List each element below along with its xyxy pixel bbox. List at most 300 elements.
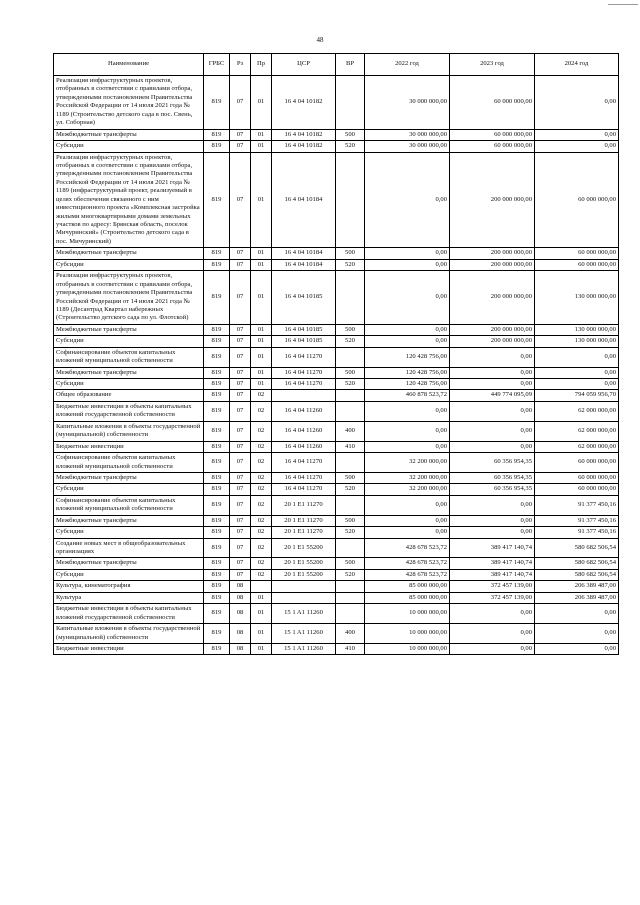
cell-vr: 410 [336, 441, 365, 452]
cell-name: Реализация инфраструктурных проектов, отобранных в соответствии с правилами отбора, утвержденными постановлением Правительства Российской Федерации от 14 июля 2021 года № 1189 (инфраструктурный проект, реализуемый в целях обеспечения связанного с ним инвестиционного проекта «Комплексная застройка жилыми многоквартирными домами земельных участков по адресу: Брянская область, поселок Мичуринский» (Строительство детского сада в пос. Мичуринский) [54, 152, 204, 248]
cell-2022: 10 000 000,00 [365, 643, 450, 654]
cell-name: Субсидии [54, 141, 204, 152]
header-pr: Пр [251, 54, 272, 76]
cell-rz: 07 [230, 401, 251, 421]
cell-2022: 30 000 000,00 [365, 76, 450, 130]
cell-grbs: 819 [204, 495, 230, 515]
cell-2023: 60 356 954,35 [450, 484, 535, 495]
cell-2023: 389 417 140,74 [450, 569, 535, 580]
cell-2022: 32 200 000,00 [365, 472, 450, 483]
cell-name: Реализация инфраструктурных проектов, отобранных в соответствии с правилами отбора, утвержденными постановлением Правительства Российской Федерации от 14 июля 2021 года № 1189 (Десантрад Квартал набережных (Строительство детского сада по ул. Флотской) [54, 271, 204, 325]
cell-name: Бюджетные инвестиции [54, 441, 204, 452]
cell-2024: 0,00 [535, 643, 619, 654]
cell-csr: 15 1 A1 11260 [272, 604, 336, 624]
cell-csr: 16 4 04 10184 [272, 152, 336, 248]
cell-2022: 428 678 523,72 [365, 538, 450, 558]
cell-csr: 16 4 04 10184 [272, 259, 336, 270]
cell-2023: 0,00 [450, 604, 535, 624]
cell-vr [336, 390, 365, 401]
cell-2022: 0,00 [365, 527, 450, 538]
page-number: 48 [316, 36, 324, 44]
cell-pr: 01 [251, 152, 272, 248]
cell-csr [272, 390, 336, 401]
cell-2023: 0,00 [450, 624, 535, 644]
cell-csr: 16 4 04 11260 [272, 441, 336, 452]
table-row [54, 643, 619, 654]
cell-grbs: 819 [204, 379, 230, 390]
cell-csr: 16 4 04 11270 [272, 367, 336, 378]
cell-2023: 0,00 [450, 495, 535, 515]
cell-2023: 0,00 [450, 401, 535, 421]
cell-2022: 0,00 [365, 401, 450, 421]
cell-csr: 16 4 04 10185 [272, 336, 336, 347]
cell-rz: 07 [230, 336, 251, 347]
cell-rz: 07 [230, 558, 251, 569]
table-row [54, 515, 619, 526]
cell-grbs: 819 [204, 558, 230, 569]
cell-vr: 500 [336, 324, 365, 335]
cell-pr: 02 [251, 495, 272, 515]
cell-grbs: 819 [204, 569, 230, 580]
table-row [54, 624, 619, 644]
cell-rz: 07 [230, 569, 251, 580]
cell-csr: 20 1 E1 11270 [272, 527, 336, 538]
cell-csr: 16 4 04 11270 [272, 484, 336, 495]
cell-pr: 02 [251, 472, 272, 483]
cell-vr [336, 538, 365, 558]
cell-2023: 60 000 000,00 [450, 141, 535, 152]
cell-pr: 01 [251, 271, 272, 325]
header-2023: 2023 год [450, 54, 535, 76]
cell-2024: 206 389 487,00 [535, 581, 619, 592]
cell-pr: 01 [251, 259, 272, 270]
cell-csr: 16 4 04 10185 [272, 271, 336, 325]
cell-2024: 0,00 [535, 604, 619, 624]
cell-2023: 60 000 000,00 [450, 129, 535, 140]
cell-grbs: 819 [204, 152, 230, 248]
table-row [54, 336, 619, 347]
cell-pr: 02 [251, 421, 272, 441]
cell-2024: 60 000 000,00 [535, 472, 619, 483]
cell-rz: 08 [230, 643, 251, 654]
cell-vr: 520 [336, 379, 365, 390]
cell-2022: 0,00 [365, 495, 450, 515]
cell-2023: 60 356 954,35 [450, 472, 535, 483]
cell-name: Межбюджетные трансферты [54, 515, 204, 526]
cell-csr: 20 1 E1 11270 [272, 495, 336, 515]
cell-rz: 08 [230, 624, 251, 644]
cell-vr: 520 [336, 484, 365, 495]
cell-2024: 130 000 000,00 [535, 271, 619, 325]
cell-pr [251, 581, 272, 592]
cell-rz: 08 [230, 592, 251, 603]
cell-rz: 07 [230, 347, 251, 367]
cell-rz: 07 [230, 453, 251, 473]
cell-2023: 389 417 140,74 [450, 558, 535, 569]
table-body [54, 76, 619, 655]
cell-2022: 120 428 756,00 [365, 367, 450, 378]
cell-2023: 389 417 140,74 [450, 538, 535, 558]
header-vr: ВР [336, 54, 365, 76]
table-row [54, 421, 619, 441]
cell-grbs: 819 [204, 76, 230, 130]
cell-grbs: 819 [204, 129, 230, 140]
cell-2024: 60 000 000,00 [535, 248, 619, 259]
cell-rz: 08 [230, 581, 251, 592]
cell-vr: 500 [336, 558, 365, 569]
cell-grbs: 819 [204, 472, 230, 483]
cell-2022: 30 000 000,00 [365, 129, 450, 140]
cell-2022: 120 428 756,00 [365, 347, 450, 367]
cell-2024: 60 000 000,00 [535, 259, 619, 270]
cell-2024: 0,00 [535, 367, 619, 378]
cell-pr: 01 [251, 604, 272, 624]
cell-csr: 16 4 04 10184 [272, 248, 336, 259]
cell-name: Капитальные вложения в объекты государственной (муниципальной) собственности [54, 421, 204, 441]
cell-rz: 07 [230, 259, 251, 270]
cell-grbs: 819 [204, 453, 230, 473]
cell-2022: 0,00 [365, 324, 450, 335]
cell-name: Межбюджетные трансферты [54, 558, 204, 569]
cell-2023: 0,00 [450, 643, 535, 654]
cell-2022: 32 200 000,00 [365, 484, 450, 495]
cell-csr: 16 4 04 11260 [272, 421, 336, 441]
cell-pr: 01 [251, 129, 272, 140]
cell-rz: 07 [230, 129, 251, 140]
cell-name: Бюджетные инвестиции в объекты капитальных вложений государственной собственности [54, 604, 204, 624]
cell-2024: 0,00 [535, 129, 619, 140]
cell-rz: 07 [230, 441, 251, 452]
cell-2024: 91 377 450,16 [535, 515, 619, 526]
cell-pr: 01 [251, 347, 272, 367]
cell-2022: 0,00 [365, 259, 450, 270]
cell-name: Создание новых мест в общеобразовательных организациях [54, 538, 204, 558]
cell-name: Межбюджетные трансферты [54, 248, 204, 259]
cell-grbs: 819 [204, 484, 230, 495]
cell-grbs: 819 [204, 624, 230, 644]
cell-grbs: 819 [204, 581, 230, 592]
cell-2023: 0,00 [450, 421, 535, 441]
cell-rz: 07 [230, 421, 251, 441]
cell-vr: 400 [336, 421, 365, 441]
table-row [54, 401, 619, 421]
cell-grbs: 819 [204, 259, 230, 270]
cell-csr: 20 1 E1 55200 [272, 558, 336, 569]
cell-pr: 01 [251, 379, 272, 390]
cell-2023: 449 774 095,09 [450, 390, 535, 401]
cell-pr: 02 [251, 401, 272, 421]
cell-grbs: 819 [204, 515, 230, 526]
cell-pr: 02 [251, 441, 272, 452]
cell-2023: 0,00 [450, 527, 535, 538]
cell-2022: 0,00 [365, 515, 450, 526]
cell-grbs: 819 [204, 390, 230, 401]
table-row [54, 367, 619, 378]
table-row [54, 453, 619, 473]
cell-2024: 62 000 000,00 [535, 401, 619, 421]
cell-rz: 07 [230, 76, 251, 130]
cell-grbs: 819 [204, 643, 230, 654]
cell-name: Бюджетные инвестиции [54, 643, 204, 654]
header-2022: 2022 год [365, 54, 450, 76]
cell-vr: 500 [336, 472, 365, 483]
cell-2024: 580 682 506,54 [535, 558, 619, 569]
cell-2022: 32 200 000,00 [365, 453, 450, 473]
table-row [54, 569, 619, 580]
cell-csr: 16 4 04 10185 [272, 324, 336, 335]
cell-vr: 500 [336, 248, 365, 259]
table-row [54, 538, 619, 558]
cell-2023: 200 000 000,00 [450, 336, 535, 347]
cell-grbs: 819 [204, 336, 230, 347]
cell-rz: 07 [230, 271, 251, 325]
cell-grbs: 819 [204, 441, 230, 452]
table-row [54, 271, 619, 325]
table-row [54, 527, 619, 538]
cell-csr: 16 4 04 11270 [272, 472, 336, 483]
cell-rz: 07 [230, 484, 251, 495]
cell-grbs: 819 [204, 421, 230, 441]
cell-2024: 91 377 450,16 [535, 527, 619, 538]
header-2024: 2024 год [535, 54, 619, 76]
cell-name: Реализация инфраструктурных проектов, отобранных в соответствии с правилами отбора, утвержденными постановлением Правительства Российской Федерации от 14 июля 2021 года № 1189 (Строительство детского сада в пос. Свень, ул. Соборная) [54, 76, 204, 130]
table-row [54, 76, 619, 130]
table-row [54, 441, 619, 452]
cell-vr: 400 [336, 624, 365, 644]
table-row [54, 581, 619, 592]
table-row [54, 495, 619, 515]
cell-2024: 60 000 000,00 [535, 453, 619, 473]
cell-rz: 07 [230, 367, 251, 378]
cell-2022: 0,00 [365, 152, 450, 248]
cell-2024: 62 000 000,00 [535, 441, 619, 452]
header-grbs: ГРБС [204, 54, 230, 76]
cell-2023: 200 000 000,00 [450, 324, 535, 335]
header-csr: ЦСР [272, 54, 336, 76]
cell-2022: 0,00 [365, 248, 450, 259]
cell-grbs: 819 [204, 347, 230, 367]
cell-pr: 01 [251, 367, 272, 378]
cell-2022: 10 000 000,00 [365, 604, 450, 624]
cell-2024: 0,00 [535, 76, 619, 130]
header-name: Наименование [54, 54, 204, 76]
cell-vr [336, 401, 365, 421]
table-row [54, 484, 619, 495]
table-row [54, 129, 619, 140]
cell-pr: 01 [251, 324, 272, 335]
cell-csr: 16 4 04 10182 [272, 76, 336, 130]
table-row [54, 390, 619, 401]
cell-2023: 0,00 [450, 347, 535, 367]
table-header-row [54, 54, 619, 76]
table-row [54, 472, 619, 483]
cell-pr: 01 [251, 141, 272, 152]
cell-vr: 520 [336, 527, 365, 538]
cell-vr: 520 [336, 336, 365, 347]
cell-name: Капитальные вложения в объекты государственной (муниципальной) собственности [54, 624, 204, 644]
cell-2022: 0,00 [365, 336, 450, 347]
cell-2022: 428 678 523,72 [365, 558, 450, 569]
cell-2023: 0,00 [450, 515, 535, 526]
cell-csr: 15 1 A1 11260 [272, 624, 336, 644]
cell-2023: 200 000 000,00 [450, 248, 535, 259]
table-row [54, 324, 619, 335]
cell-name: Субсидии [54, 259, 204, 270]
cell-grbs: 819 [204, 527, 230, 538]
cell-vr [336, 581, 365, 592]
cell-2023: 372 457 139,00 [450, 592, 535, 603]
cell-2022: 428 678 523,72 [365, 569, 450, 580]
cell-csr: 16 4 04 10182 [272, 129, 336, 140]
cell-vr [336, 495, 365, 515]
cell-2023: 0,00 [450, 379, 535, 390]
cell-rz: 07 [230, 379, 251, 390]
cell-2023: 60 356 954,35 [450, 453, 535, 473]
cell-csr: 20 1 E1 55200 [272, 569, 336, 580]
cell-vr [336, 604, 365, 624]
cell-name: Межбюджетные трансферты [54, 472, 204, 483]
cell-name: Межбюджетные трансферты [54, 129, 204, 140]
cell-csr: 20 1 E1 11270 [272, 515, 336, 526]
cell-rz: 07 [230, 152, 251, 248]
cell-2022: 30 000 000,00 [365, 141, 450, 152]
cell-pr: 02 [251, 527, 272, 538]
cell-pr: 02 [251, 453, 272, 473]
cell-2022: 0,00 [365, 271, 450, 325]
cell-vr: 500 [336, 367, 365, 378]
cell-vr: 520 [336, 259, 365, 270]
cell-csr: 16 4 04 10182 [272, 141, 336, 152]
cell-2022: 0,00 [365, 421, 450, 441]
cell-name: Межбюджетные трансферты [54, 367, 204, 378]
cell-2022: 0,00 [365, 441, 450, 452]
cell-rz: 07 [230, 472, 251, 483]
cell-2022: 10 000 000,00 [365, 624, 450, 644]
cell-csr: 16 4 04 11270 [272, 347, 336, 367]
cell-pr: 02 [251, 390, 272, 401]
cell-name: Общее образование [54, 390, 204, 401]
cell-name: Субсидии [54, 484, 204, 495]
table-row [54, 347, 619, 367]
cell-rz: 07 [230, 515, 251, 526]
cell-vr: 520 [336, 141, 365, 152]
cell-2022: 85 000 000,00 [365, 581, 450, 592]
cell-2023: 200 000 000,00 [450, 152, 535, 248]
table-row [54, 379, 619, 390]
header-rz: Рз [230, 54, 251, 76]
cell-name: Культура, кинематография [54, 581, 204, 592]
cell-grbs: 819 [204, 401, 230, 421]
cell-vr: 520 [336, 569, 365, 580]
table-row [54, 592, 619, 603]
cell-pr: 01 [251, 624, 272, 644]
cell-2024: 60 000 000,00 [535, 152, 619, 248]
table-row [54, 259, 619, 270]
cell-pr: 02 [251, 538, 272, 558]
cell-name: Бюджетные инвестиции в объекты капитальных вложений государственной собственности [54, 401, 204, 421]
cell-2024: 130 000 000,00 [535, 336, 619, 347]
cell-csr: 16 4 04 11260 [272, 401, 336, 421]
cell-csr [272, 581, 336, 592]
cell-name: Субсидии [54, 527, 204, 538]
cell-2023: 200 000 000,00 [450, 271, 535, 325]
cell-vr [336, 453, 365, 473]
cell-grbs: 819 [204, 592, 230, 603]
cell-name: Межбюджетные трансферты [54, 324, 204, 335]
cell-csr [272, 592, 336, 603]
cell-2023: 200 000 000,00 [450, 259, 535, 270]
cell-vr: 500 [336, 129, 365, 140]
cell-2024: 91 377 450,16 [535, 495, 619, 515]
cell-2024: 580 682 506,54 [535, 538, 619, 558]
cell-rz: 07 [230, 538, 251, 558]
cell-csr: 16 4 04 11270 [272, 453, 336, 473]
cell-name: Культура [54, 592, 204, 603]
cell-2023: 372 457 139,00 [450, 581, 535, 592]
top-rule [608, 4, 638, 5]
cell-vr [336, 271, 365, 325]
table-row [54, 248, 619, 259]
cell-name: Субсидии [54, 336, 204, 347]
cell-vr [336, 592, 365, 603]
cell-vr: 410 [336, 643, 365, 654]
cell-csr: 15 1 A1 11260 [272, 643, 336, 654]
cell-grbs: 819 [204, 367, 230, 378]
cell-2024: 794 059 956,70 [535, 390, 619, 401]
cell-2023: 0,00 [450, 441, 535, 452]
cell-2022: 120 428 756,00 [365, 379, 450, 390]
cell-rz: 07 [230, 248, 251, 259]
cell-pr: 01 [251, 336, 272, 347]
cell-2024: 60 000 000,00 [535, 484, 619, 495]
cell-grbs: 819 [204, 604, 230, 624]
table-row [54, 558, 619, 569]
cell-csr: 20 1 E1 55200 [272, 538, 336, 558]
cell-2024: 580 682 506,54 [535, 569, 619, 580]
cell-grbs: 819 [204, 271, 230, 325]
cell-rz: 07 [230, 495, 251, 515]
cell-pr: 02 [251, 515, 272, 526]
cell-2022: 460 878 523,72 [365, 390, 450, 401]
cell-2024: 62 000 000,00 [535, 421, 619, 441]
cell-2024: 0,00 [535, 379, 619, 390]
cell-name: Субсидии [54, 569, 204, 580]
cell-rz: 08 [230, 604, 251, 624]
budget-table [53, 53, 619, 655]
cell-rz: 07 [230, 141, 251, 152]
cell-2024: 0,00 [535, 141, 619, 152]
cell-pr: 01 [251, 643, 272, 654]
cell-grbs: 819 [204, 324, 230, 335]
cell-2023: 0,00 [450, 367, 535, 378]
cell-name: Софинансирование объектов капитальных вложений муниципальной собственности [54, 495, 204, 515]
table-row [54, 152, 619, 248]
cell-grbs: 819 [204, 248, 230, 259]
cell-2024: 0,00 [535, 624, 619, 644]
cell-pr: 01 [251, 248, 272, 259]
cell-rz: 07 [230, 324, 251, 335]
cell-2024: 0,00 [535, 347, 619, 367]
cell-name: Софинансирование объектов капитальных вложений муниципальной собственности [54, 453, 204, 473]
cell-name: Софинансирование объектов капитальных вложений муниципальной собственности [54, 347, 204, 367]
table-row [54, 141, 619, 152]
cell-vr [336, 152, 365, 248]
cell-pr: 02 [251, 484, 272, 495]
cell-pr: 01 [251, 76, 272, 130]
cell-pr: 02 [251, 558, 272, 569]
cell-2023: 60 000 000,00 [450, 76, 535, 130]
cell-pr: 02 [251, 569, 272, 580]
